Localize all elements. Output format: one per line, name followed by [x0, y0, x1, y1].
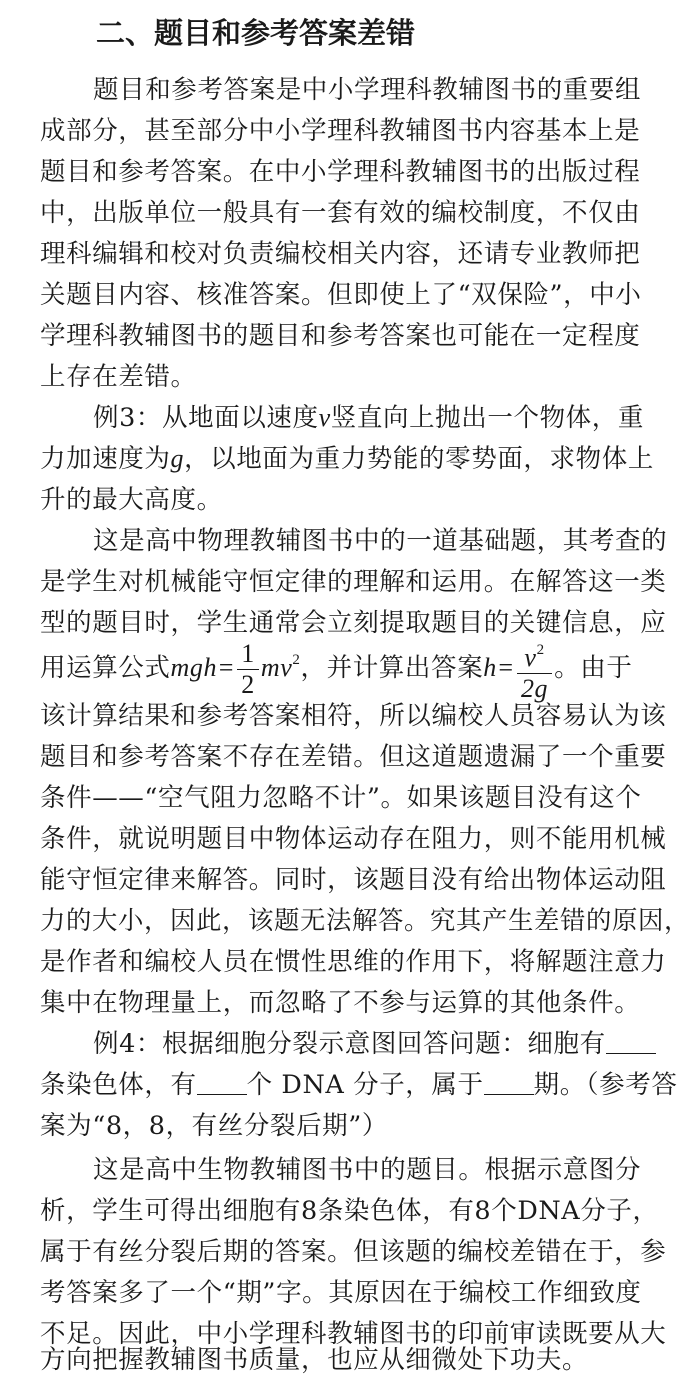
paragraph-line: 该计算结果和参考答案相符，所以编校人员容易认为该 [40, 701, 667, 731]
fraction-numerator: $v^2$ [517, 635, 552, 674]
gravity-symbol: g [170, 444, 185, 473]
paragraph-line: 题目和参考答案是中小学理科教辅图书的重要组 [93, 75, 642, 105]
example-4-line [93, 1024, 656, 1064]
formula-text: 用运算公式 [40, 653, 171, 683]
paragraph-line: 学理科教辅图书的题目和参考答案也可能在一定程度 [40, 321, 641, 351]
paragraph-line: 条件，就说明题目中物体运动存在阻力，则不能用机械 [40, 824, 667, 854]
paragraph-line: 案为“8，8，有丝分裂后期”） [40, 1111, 389, 1141]
paragraph-line: 考答案多了一个“期”字。其原因在于编校工作细致度 [40, 1278, 642, 1308]
paragraph-line: 属于有丝分裂后期的答案。但该题的编校差错在于，参 [40, 1237, 667, 1267]
formula-text: 。由于 [554, 653, 633, 683]
example-3-line [93, 398, 644, 438]
formula-h: h= [483, 653, 515, 682]
fraction-numerator: 1 [237, 639, 259, 670]
velocity-symbol: v [318, 403, 331, 432]
example-3-text: 竖直向上抛出一个物体，重 [330, 403, 644, 433]
fraction-denominator: 2g [520, 673, 549, 703]
paragraph-line: 条件——“空气阻力忽略不计”。如果该题目没有这个 [40, 783, 642, 813]
paragraph-line: 题目和参考答案不存在差错。但这道题遗漏了一个重要 [40, 742, 667, 772]
example-3-text: 力加速度为 [40, 444, 171, 474]
formula-mv: mv [260, 653, 293, 682]
paragraph-line: 中，出版单位一般具有一套有效的编校制度，不仅由 [40, 198, 641, 228]
example-3-text: 例3：从地面以速度 [93, 403, 319, 433]
example-4-text: 个 DNA 分子，属于 [246, 1070, 484, 1100]
formula-exponent: 2 [292, 652, 301, 668]
example-4-text: 例4：根据细胞分裂示意图回答问题：细胞有 [93, 1029, 606, 1059]
paragraph-line: 题目和参考答案。在中小学理科教辅图书的出版过程 [40, 157, 641, 187]
answer-blank [484, 1072, 534, 1095]
paragraph-line: 析，学生可得出细胞有8条染色体，有8个DNA分子， [40, 1196, 659, 1226]
example-4-line [40, 1065, 677, 1105]
fraction-v-squared-over-2g [517, 635, 552, 704]
section-heading: 二、题目和参考答案差错 [96, 16, 416, 50]
answer-blank [606, 1031, 656, 1054]
paragraph-line: 成部分，甚至部分中小学理科教辅图书内容基本上是 [40, 116, 641, 146]
paragraph-line: 升的最大高度。 [40, 485, 223, 515]
paragraph-line: 方向把握教辅图书质量，也应从细微处下功夫。 [40, 1345, 589, 1375]
answer-blank [197, 1072, 247, 1095]
paragraph-line: 这是高中生物教辅图书中的题目。根据示意图分 [93, 1155, 642, 1185]
fraction-one-half [237, 639, 259, 700]
example-4-text: 条染色体，有 [40, 1070, 197, 1100]
paragraph-line: 是学生对机械能守恒定律的理解和运用。在解答这一类 [40, 567, 667, 597]
formula-text: ，并计算出答案 [300, 653, 484, 683]
paragraph-line: 理科编辑和校对负责编校相关内容，还请专业教师把 [40, 239, 641, 269]
paragraph-line: 上存在差错。 [40, 362, 197, 392]
formula-mgh: mgh= [170, 653, 236, 682]
paragraph-line: 不足。因此，中小学理科教辅图书的印前审读既要从大 [40, 1319, 667, 1349]
paragraph-line: 是作者和编校人员在惯性思维的作用下，将解题注意力 [40, 947, 667, 977]
example-3-line [40, 439, 654, 479]
paragraph-line: 型的题目时，学生通常会立刻提取题目的关键信息，应 [40, 608, 667, 638]
paragraph-line: 这是高中物理教辅图书中的一道基础题，其考查的 [93, 526, 668, 556]
paragraph-line: 力的大小，因此，该题无法解答。究其产生差错的原因， [40, 906, 690, 936]
formula-line [40, 628, 632, 704]
paragraph-line: 集中在物理量上，而忽略了不参与运算的其他条件。 [40, 988, 641, 1018]
example-3-text: ，以地面为重力势能的零势面，求物体上 [184, 444, 654, 474]
paragraph-line: 关题目内容、核准答案。但即使上了“双保险”，中小 [40, 280, 642, 310]
paragraph-line: 能守恒定律来解答。同时，该题目没有给出物体运动阻 [40, 865, 667, 895]
fraction-denominator: 2 [241, 669, 255, 699]
example-4-text: 期。（参考答 [533, 1070, 678, 1100]
